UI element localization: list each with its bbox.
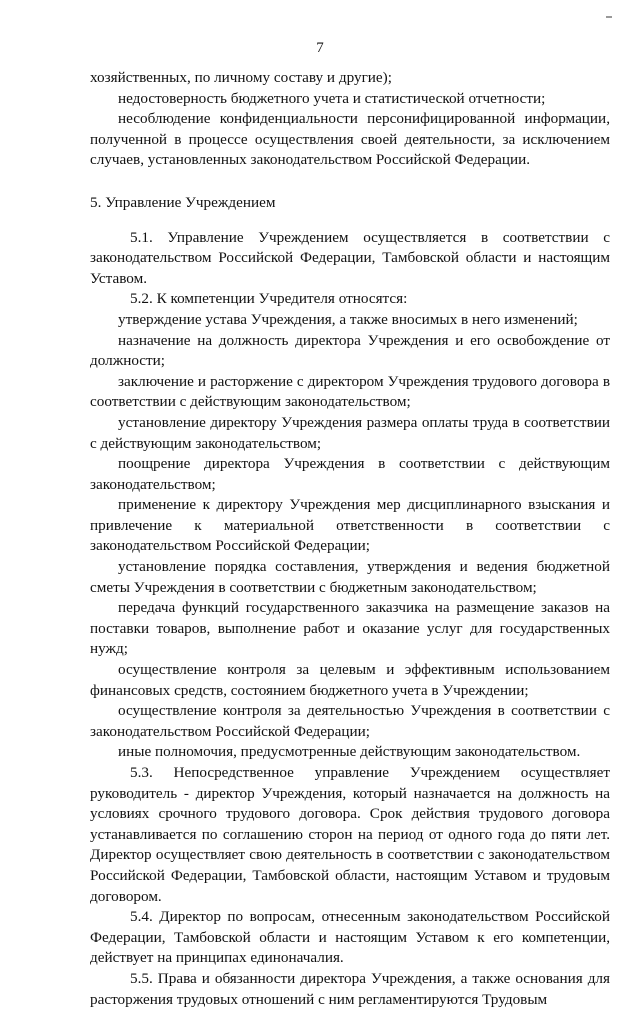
paragraph: несоблюдение конфиденциальности персонифицированной информации, полученной в процессе осуществления своей деятельности, за исключением случаев, установленных законодательством Российской Федерации. (90, 110, 610, 169)
paragraph: поощрение директора Учреждения в соответствии с действующим законодательством; (90, 455, 610, 493)
paragraph: 5.4. Директор по вопросам, отнесенным законодательством Российской Федерации, Тамбовской области и настоящим Уставом к его компетенции, действует на принципах единоначалия. (90, 908, 610, 967)
paragraph: 5.1. Управление Учреждением осуществляется в соответствии с законодательством Российской Федерации, Тамбовской области и настоящим Уставом. (90, 228, 610, 287)
paragraph: 5.5. Права и обязанности директора Учреждения, а также основания для расторжения трудовых отношений с ним регламентируются Трудовым (90, 969, 610, 1008)
section-heading: 5. Управление Учреждением (90, 193, 276, 211)
paragraph: назначение на должность директора Учреждения и его освобождение от должности; (90, 331, 610, 370)
paragraph: передача функций государственного заказчика на размещение заказов на поставки товаров, выполнение работ и оказание услуг для государственных нужд; (90, 599, 610, 658)
page-number: 7 (316, 40, 324, 56)
paragraph: утверждение устава Учреждения, а также вносимых в него изменений; (118, 310, 578, 328)
paragraph: заключение и расторжение с директором Учреждения трудового договора в соответствии с действующим законодательством; (90, 372, 610, 411)
paragraph: 5.2. К компетенции Учредителя относятся: (130, 290, 408, 308)
paragraph: 5.3. Непосредственное управление Учреждением осуществляет руководитель - директор Учреждения, который назначается на должность на условиях срочного трудового договора. Срок действия трудового договора устанавливается по соглашению сторон на период от одного года до пяти лет. Директор осуществляет свою деятельность в соответствии с законодательством Российской Федерации, Тамбовской области, настоящим Уставом и трудовым договором. (90, 764, 610, 905)
document-body (90, 68, 610, 1010)
paragraph: осуществление контроля за целевым и эффективным использованием финансовых средств, состоянием бюджетного учета в Учреждении; (90, 661, 610, 699)
paragraph: применение к директору Учреждения мер дисциплинарного взыскания и привлечение к материальной ответственности в соответствии с законодательством Российской Федерации; (90, 496, 610, 555)
paragraph: хозяйственных, по личному составу и другие); (90, 69, 392, 86)
scan-mark (606, 16, 612, 18)
paragraph: осуществление контроля за деятельностью Учреждения в соответствии с законодательством Российской Федерации; (90, 702, 610, 740)
paragraph: установление директору Учреждения размера оплаты труда в соответствии с действующим законодательством; (90, 413, 610, 452)
paragraph: установление порядка составления, утверждения и ведения бюджетной сметы Учреждения в соответствии с бюджетным законодательством; (90, 558, 610, 596)
paragraph: иные полномочия, предусмотренные действующим законодательством. (118, 743, 581, 761)
paragraph: недостоверность бюджетного учета и статистической отчетности; (118, 89, 546, 107)
